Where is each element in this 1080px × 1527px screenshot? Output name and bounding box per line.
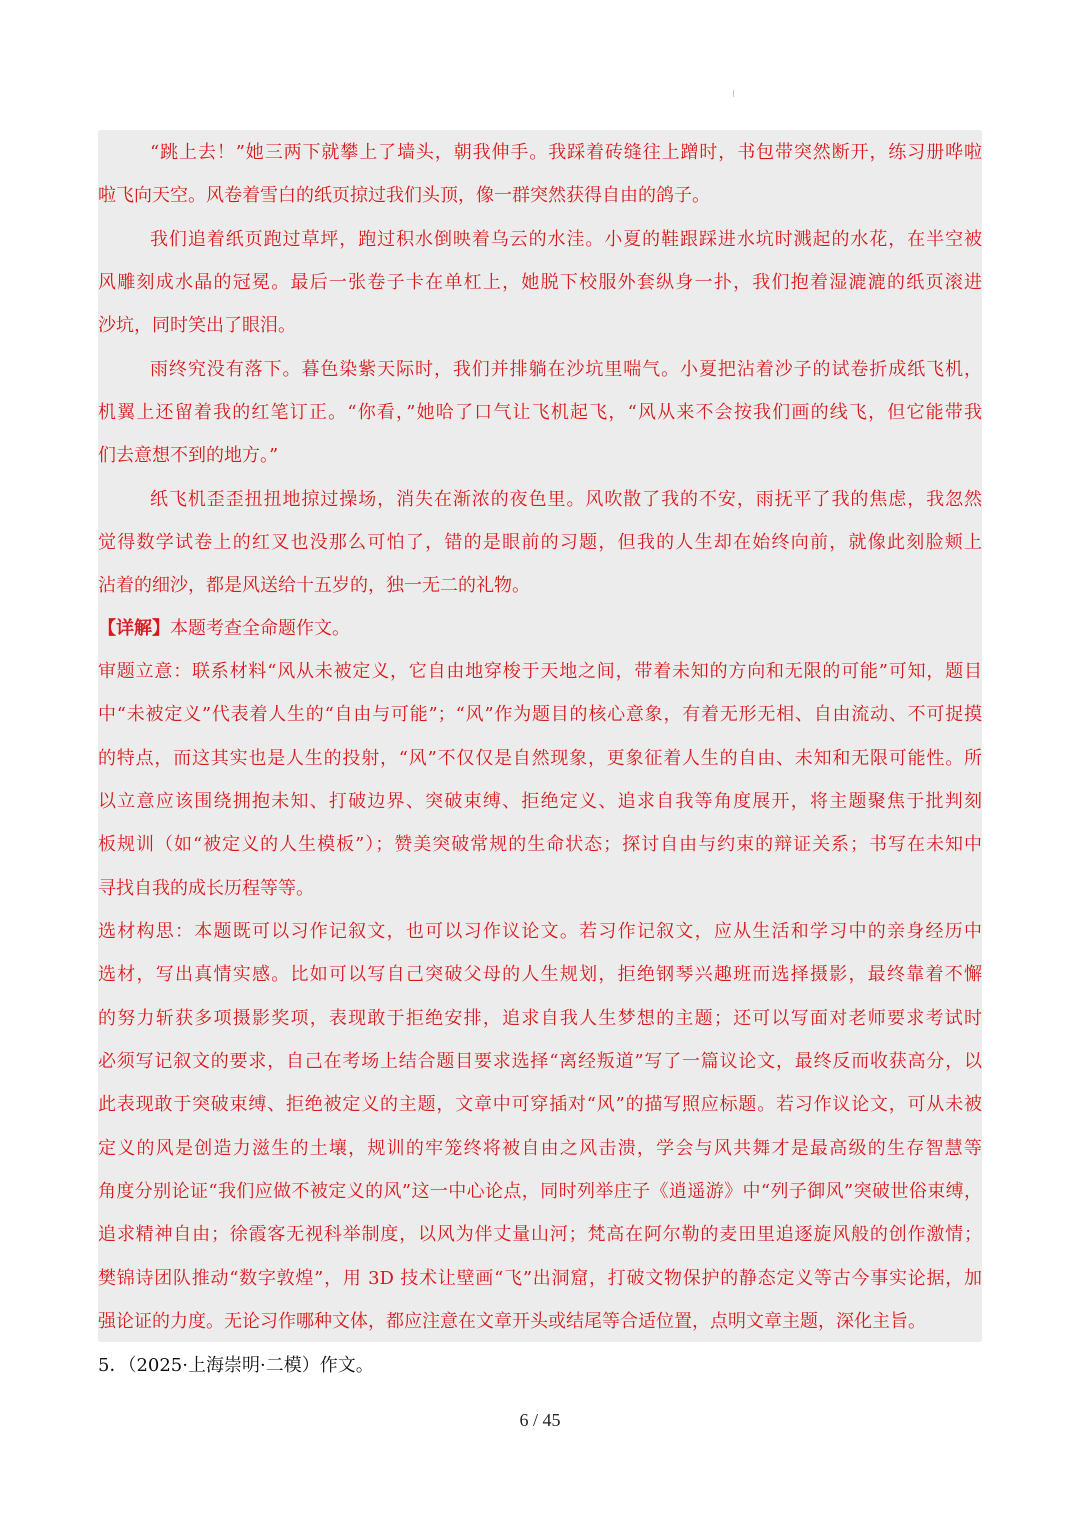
analysis-line: 角度分别论证“我们应做不被定义的风”这一中心论点，同时列举庄子《逍遥游》中“列子御风”突破世俗束缚， (98, 1181, 982, 1202)
analysis-line: 此表现敢于突破束缚、拒绝被定义的主题，文章中可穿插对“风”的描写照应标题。若习作议论文，可从未被 (98, 1094, 982, 1115)
analysis-line: 的努力斩获多项摄影奖项，表现敢于拒绝安排，追求自我人生梦想的主题；还可以写面对老师要求考试时 (98, 1008, 982, 1029)
analysis-line: 强论证的力度。无论习作哪种文体，都应注意在文章开头或结尾等合适位置，点明文章主题，深化主旨。 (98, 1311, 926, 1332)
detail-text: 本题考查全命题作文。 (170, 618, 350, 639)
essay-line: 风雕刻成水晶的冠冕。最后一张卷子卡在单杠上，她脱下校服外套纵身一扑，我们抱着湿漉漉的纸页滚进 (98, 272, 982, 293)
essay-line: “跳上去！”她三两下就攀上了墙头，朝我伸手。我踩着砖缝往上蹭时，书包带突然断开，练习册哗啦 (150, 142, 982, 163)
analysis-line: 审题立意：联系材料“风从未被定义，它自由地穿梭于天地之间，带着未知的方向和无限的可能”可知，题目 (98, 661, 982, 682)
essay-line: 觉得数学试卷上的红叉也没那么可怕了，错的是眼前的习题，但我的人生却在始终向前，就像此刻脸颊上 (98, 532, 982, 553)
analysis-line: 必须写记叙文的要求，自己在考场上结合题目要求选择“离经叛道”写了一篇议论文，最终反而收获高分，以 (98, 1051, 982, 1072)
question-5: 5．（2025·上海崇明·二模）作文。 (98, 1355, 374, 1376)
analysis-line: 樊锦诗团队推动“数字敦煌”，用 3D 技术让壁画“飞”出洞窟，打破文物保护的静态定义等古今事实论据，加 (98, 1268, 982, 1289)
analysis-line: 以立意应该围绕拥抱未知、打破边界、突破束缚、拒绝定义、追求自我等角度展开，将主题聚焦于批判刻 (98, 791, 982, 812)
analysis-line: 追求精神自由；徐霞客无视科举制度，以风为伴丈量山河；梵高在阿尔勒的麦田里追逐旋风般的创作激情； (98, 1224, 982, 1245)
essay-line: 沙坑，同时笑出了眼泪。 (98, 315, 296, 336)
essay-line: 啦飞向天空。风卷着雪白的纸页掠过我们头顶，像一群突然获得自由的鸽子。 (98, 185, 710, 206)
analysis-line: 板规训（如“被定义的人生模板”）；赞美突破常规的生命状态；探讨自由与约束的辩证关系；书写在未知中 (98, 834, 982, 855)
essay-line: 沾着的细沙，都是风送给十五岁的，独一无二的礼物。 (98, 575, 530, 596)
header-mark (733, 90, 734, 97)
essay-line: 纸飞机歪歪扭扭地掠过操场，消失在渐浓的夜色里。风吹散了我的不安，雨抚平了我的焦虑，我忽然 (150, 489, 982, 510)
analysis-line: 寻找自我的成长历程等等。 (98, 878, 314, 899)
essay-line: 们去意想不到的地方。” (98, 445, 279, 466)
page-number: 6 / 45 (519, 1410, 561, 1430)
analysis-line: 选材，写出真情实感。比如可以写自己突破父母的人生规划，拒绝钢琴兴趣班而选择摄影，最终靠着不懈 (98, 964, 982, 985)
essay-line: 机翼上还留着我的红笔订正。“你看，”她哈了口气让飞机起飞，“风从来不会按我们画的线飞，但它能带我 (98, 402, 982, 423)
essay-line: 雨终究没有落下。暮色染紫天际时，我们并排躺在沙坑里喘气。小夏把沾着沙子的试卷折成纸飞机， (150, 359, 982, 380)
analysis-line: 选材构思：本题既可以习作记叙文，也可以习作议论文。若习作记叙文，应从生活和学习中的亲身经历中 (98, 921, 982, 942)
detail-heading (98, 617, 982, 641)
analysis-line: 的特点，而这其实也是人生的投射，“风”不仅仅是自然现象，更象征着人生的自由、未知和无限可能性。所 (98, 748, 982, 769)
analysis-line: 定义的风是创造力滋生的土壤，规训的牢笼终将被自由之风击溃，学会与风共舞才是最高级的生存智慧等 (98, 1138, 982, 1159)
analysis-line: 中“未被定义”代表着人生的“自由与可能”；“风”作为题目的核心意象，有着无形无相、自由流动、不可捉摸 (98, 704, 982, 725)
detail-label: 【详解】 (98, 618, 170, 639)
essay-line: 我们追着纸页跑过草坪，跑过积水倒映着乌云的水洼。小夏的鞋跟踩进水坑时溅起的水花，在半空被 (150, 229, 982, 250)
